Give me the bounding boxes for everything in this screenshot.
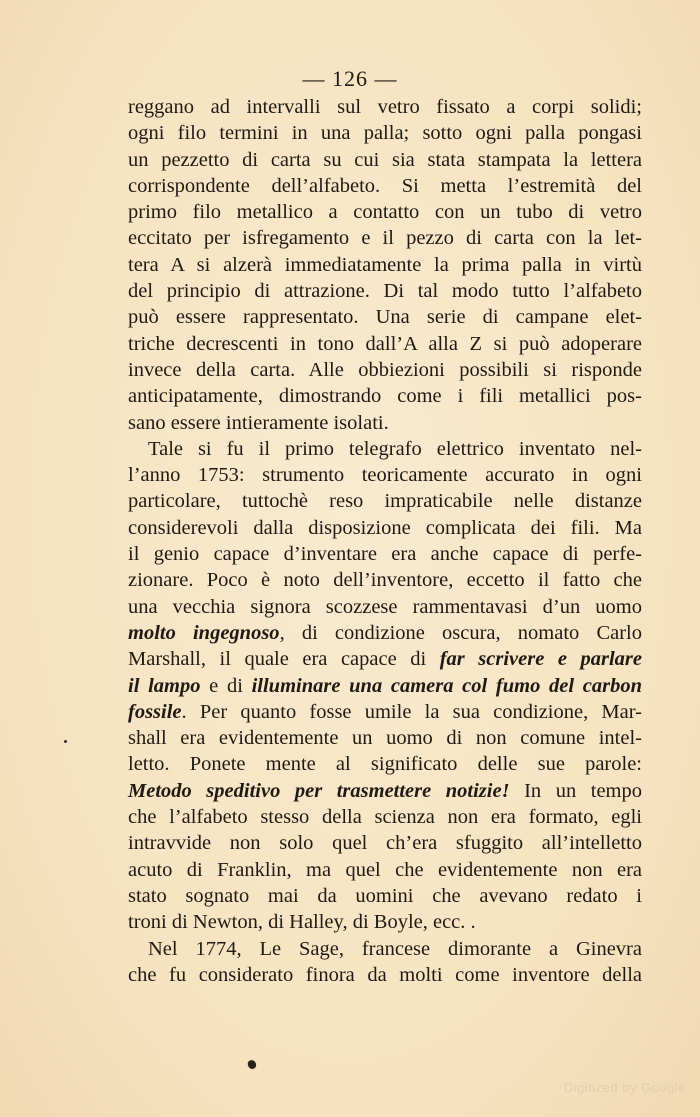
text-segment: invece della carta. Alle obbiezioni possibili si risponde [128, 358, 642, 381]
text-line [128, 909, 642, 935]
text-segment: In un tempo [509, 779, 642, 802]
text-segment: che l’alfabeto stesso della scienza non era formato, egli [128, 806, 642, 829]
text-line [128, 357, 642, 383]
text-line [128, 225, 642, 251]
text-segment: , di condizione oscura, nomato Carlo [279, 621, 642, 644]
text-segment: . Per quanto fosse umile la sua condizione, Mar- [181, 700, 642, 723]
text-line [128, 567, 642, 593]
text-line [128, 436, 642, 462]
text-segment: tera A si alzerà immediatamente la prima palla in virtù [128, 253, 642, 276]
emphasized-text: molto ingegnoso [128, 621, 280, 644]
text-line [128, 278, 642, 304]
page-number: — 126 — [302, 66, 398, 91]
text-line [128, 883, 642, 909]
text-segment: una vecchia signora scozzese rammentavasi d’un uomo [128, 595, 642, 618]
text-line [128, 804, 642, 830]
text-line [128, 936, 642, 962]
text-segment: Nel 1774, Le Sage, francese dimorante a Ginevra [148, 937, 642, 960]
text-line [128, 383, 642, 409]
text-segment: anticipatamente, dimostrando come i fili metallici pos- [128, 385, 642, 408]
text-segment: eccitato per isfregamento e il pezzo di carta con la let- [128, 227, 642, 250]
text-segment: sano essere intieramente isolati. [128, 411, 389, 434]
text-segment: triche decrescenti in tono dall’A alla Z si può adoperare [128, 332, 642, 355]
text-segment: corrispondente dell’alfabeto. Si metta l’estremità del [128, 174, 642, 197]
text-line [128, 252, 642, 278]
emphasized-text: fossile [128, 700, 182, 723]
emphasized-text: Metodo speditivo per trasmettere notizie! [128, 779, 510, 802]
text-segment: un pezzetto di carta su cui sia stata stampata la lettera [128, 148, 642, 171]
text-line [128, 620, 642, 646]
emphasized-text: far scrivere e parlare [439, 648, 643, 671]
text-line [128, 331, 642, 357]
text-line [128, 173, 642, 199]
body-text [128, 94, 642, 988]
text-segment: troni di Newton, di Halley, di Boyle, ecc. . [128, 911, 476, 934]
text-line [128, 199, 642, 225]
ink-blot [247, 1059, 258, 1070]
text-line [128, 120, 642, 146]
text-segment: può essere rappresentato. Una serie di campane elet- [128, 306, 642, 329]
text-segment: ogni filo termini in una palla; sotto ogni palla pongasi [128, 122, 642, 145]
text-line [128, 778, 642, 804]
ink-speck [64, 740, 67, 743]
text-line [128, 541, 642, 567]
text-line [128, 962, 642, 988]
text-segment: particolare, tuttochè reso impraticabile nelle distanze [128, 490, 642, 513]
text-line [128, 462, 642, 488]
text-line [128, 830, 642, 856]
text-segment: acuto di Franklin, ma quel che evidentemente non era [128, 858, 642, 881]
text-line [128, 673, 642, 699]
text-line [128, 410, 642, 436]
text-line [128, 646, 642, 672]
text-line [128, 515, 642, 541]
text-segment: zionare. Poco è noto dell’inventore, eccetto il fatto che [128, 569, 642, 592]
text-segment: Marshall, il quale era capace di [128, 648, 440, 671]
text-segment: primo filo metallico a contatto con un tubo di vetro [128, 201, 642, 224]
emphasized-text: illuminare una camera col fumo del carbon [251, 674, 642, 697]
emphasized-text: il lampo [128, 674, 201, 697]
text-segment: del principio di attrazione. Di tal modo tutto l’alfabeto [128, 280, 642, 303]
text-line [128, 751, 642, 777]
text-segment: il genio capace d’inventare era anche capace di perfe- [128, 543, 642, 566]
text-line [128, 147, 642, 173]
text-segment: shall era evidentemente un uomo di non comune intel- [128, 727, 642, 750]
text-line [128, 594, 642, 620]
text-line [128, 857, 642, 883]
text-segment: intravvide non solo quel ch’era sfuggito all’intelletto [128, 832, 642, 855]
text-line [128, 304, 642, 330]
text-segment: stato sognato mai da uomini che avevano redato i [128, 884, 642, 907]
text-line [128, 725, 642, 751]
text-segment: e di [200, 674, 252, 697]
text-segment: che fu considerato finora da molti come inventore della [128, 963, 642, 986]
text-line [128, 94, 642, 120]
text-segment: letto. Ponete mente al significato delle sue parole: [128, 753, 642, 776]
text-segment: considerevoli dalla disposizione complicata dei fili. Ma [128, 516, 642, 539]
text-line [128, 488, 642, 514]
text-segment: reggano ad intervalli sul vetro fissato a corpi solidi; [128, 96, 642, 118]
digitization-watermark: Digitized by Google [563, 1080, 686, 1095]
text-segment: Tale si fu il primo telegrafo elettrico inventato nel- [148, 437, 642, 460]
text-line [128, 699, 642, 725]
text-segment: l’anno 1753: strumento teoricamente accurato in ogni [128, 464, 642, 487]
